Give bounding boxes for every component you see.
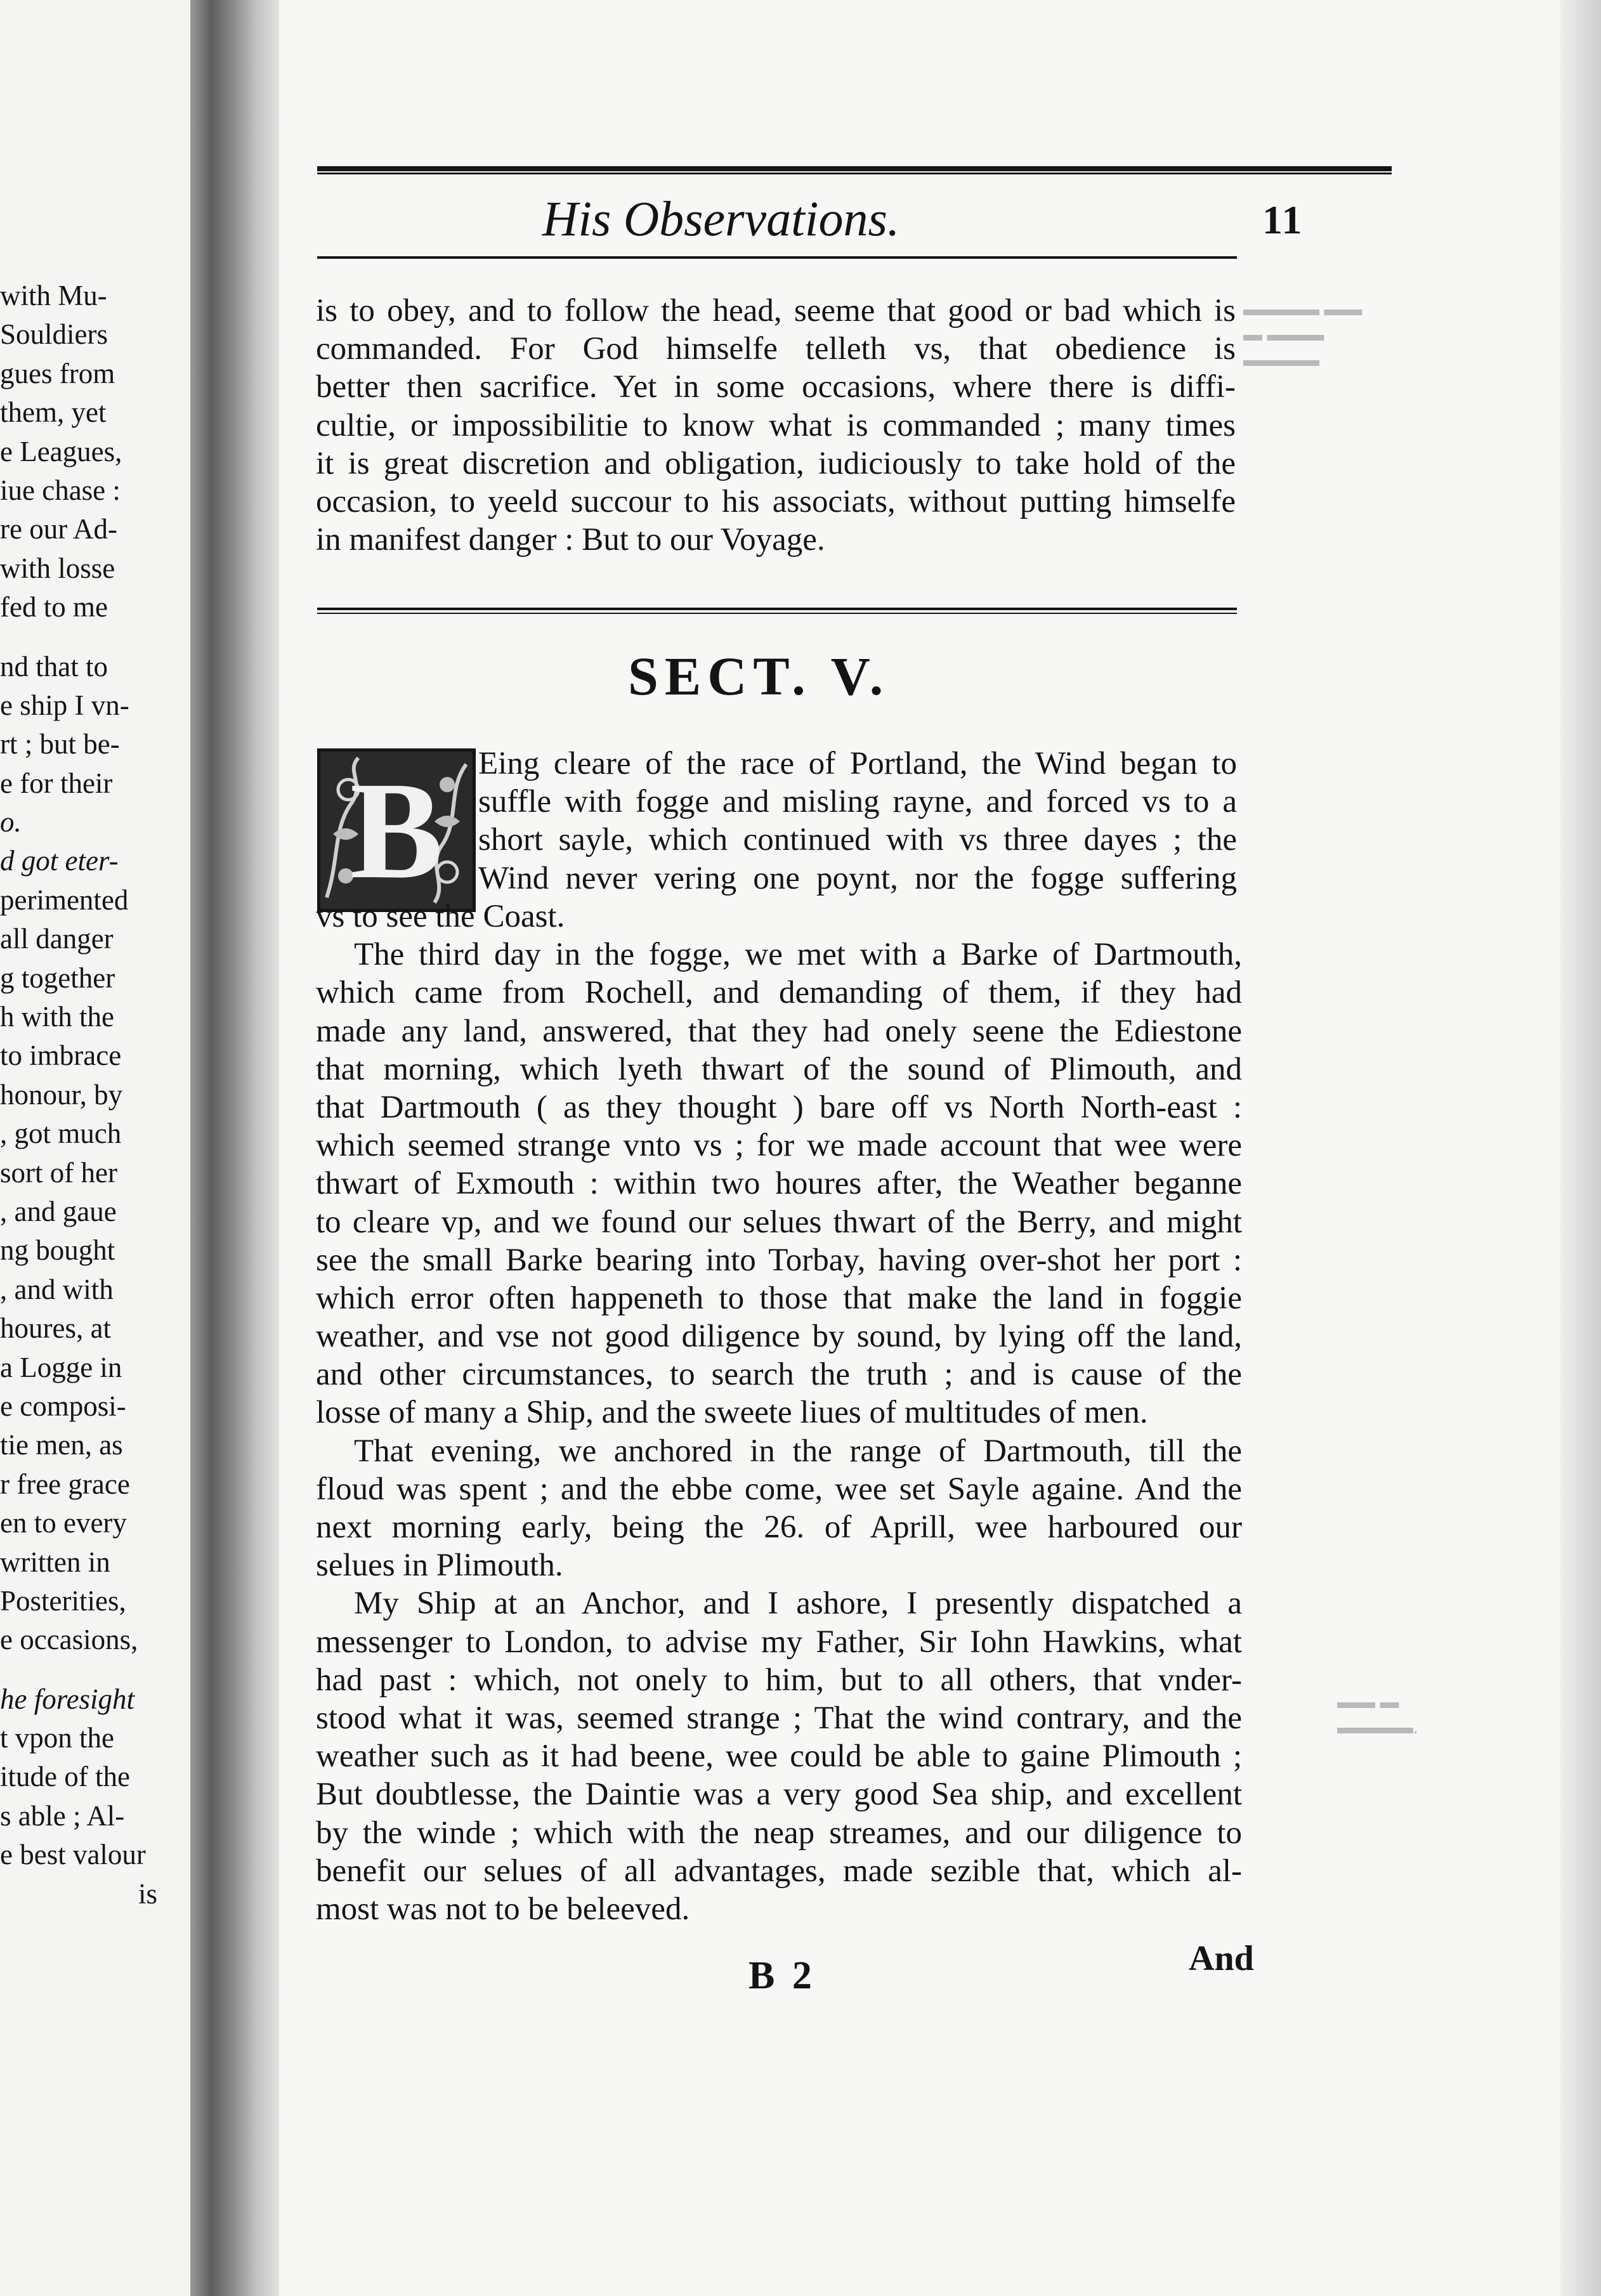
previous-page-line: h with the bbox=[0, 1001, 114, 1033]
previous-page-text bbox=[0, 277, 203, 1914]
body-line: to cleare vp, and we found our selues thwart of the Berry, and might bbox=[316, 1204, 1242, 1240]
previous-page-line: them, yet bbox=[0, 396, 107, 429]
previous-page-line: g together bbox=[0, 962, 115, 994]
previous-page-line: e composi- bbox=[0, 1390, 126, 1422]
body-line: next morning early, being the 26. of Aprill, wee harboured our bbox=[316, 1510, 1242, 1545]
previous-page-line: re our Ad- bbox=[0, 513, 117, 545]
header-top-rule bbox=[317, 166, 1392, 171]
previous-page-line: all danger bbox=[0, 923, 114, 955]
drop-cap-line: short sayle, which continued with vs three dayes ; the bbox=[478, 822, 1237, 858]
intro-line: better then sacrifice. Yet in some occasions, where there is diffi- bbox=[316, 369, 1236, 405]
intro-paragraph bbox=[316, 292, 1236, 559]
previous-page-line: a Logge in bbox=[0, 1351, 122, 1383]
header-bottom-rule bbox=[317, 256, 1237, 259]
previous-page-line: rt ; but be- bbox=[0, 728, 120, 760]
previous-page-line: e best valour bbox=[0, 1839, 146, 1871]
body-line: stood what it was, seemed strange ; That the wind contrary, and the bbox=[316, 1700, 1242, 1736]
previous-page-line: perimented bbox=[0, 884, 129, 916]
body-line: had past : which, not onely to him, but to all others, that vnder- bbox=[316, 1662, 1242, 1698]
previous-page-line: honour, by bbox=[0, 1078, 123, 1111]
drop-cap-paragraph-lines bbox=[478, 745, 1237, 897]
drop-cap-letter: B bbox=[350, 753, 443, 908]
section-heading: SECT. V. bbox=[628, 646, 890, 707]
running-head-title: His Observations. bbox=[542, 191, 900, 246]
previous-page-line: nd that to bbox=[0, 650, 108, 682]
previous-page-line: is bbox=[138, 1877, 157, 1910]
previous-page-line: houres, at bbox=[0, 1312, 111, 1345]
previous-page-fragment bbox=[0, 0, 204, 2296]
previous-page-line: written in bbox=[0, 1546, 110, 1578]
previous-page-line: e Leagues, bbox=[0, 435, 122, 467]
body-line: that Dartmouth ( as they thought ) bare off vs North North-east : bbox=[316, 1089, 1242, 1125]
intro-line: cultie, or impossibilitie to know what is commanded ; many times bbox=[316, 407, 1236, 443]
body-line: by the winde ; which with the neap streames, and our diligence to bbox=[316, 1815, 1242, 1851]
previous-page-line: with Mu- bbox=[0, 280, 107, 311]
body-line: that morning, which lyeth thwart of the sound of Plimouth, and bbox=[316, 1051, 1242, 1087]
body-line: see the small Barke bearing into Torbay, having over-shot her port : bbox=[316, 1242, 1242, 1278]
body-line: and other circumstances, to search the truth ; and is cause of the bbox=[316, 1357, 1242, 1393]
body-line: losse of many a Ship, and the sweete liues of multitudes of men. bbox=[316, 1395, 1148, 1431]
body-line: vs to see the Coast. bbox=[316, 899, 565, 934]
previous-page-line: sort of her bbox=[0, 1156, 117, 1189]
previous-page-line: Souldiers bbox=[0, 318, 108, 351]
intro-line: it is great discretion and obligation, iudiciously to take hold of the bbox=[316, 445, 1236, 481]
previous-page-line bbox=[0, 1660, 203, 1680]
previous-page-line: with losse bbox=[0, 552, 115, 584]
previous-page-line: e occasions, bbox=[0, 1624, 138, 1656]
body-line: weather such as it had beene, wee could be able to gaine Plimouth ; bbox=[316, 1738, 1242, 1775]
body-line: That evening, we anchored in the range of Dartmouth, till the bbox=[354, 1433, 1242, 1469]
previous-page-line: gues from bbox=[0, 357, 115, 389]
body-line: My Ship at an Anchor, and I ashore, I presently dispatched a bbox=[354, 1586, 1242, 1622]
body-line: benefit our selues of all advantages, made sezible that, which al- bbox=[316, 1853, 1242, 1889]
previous-page-line: tie men, as bbox=[0, 1429, 123, 1461]
section-rule-top bbox=[317, 608, 1237, 610]
page-number: 11 bbox=[1262, 197, 1304, 242]
body-line: which came from Rochell, and demanding of them, if they had bbox=[316, 975, 1242, 1011]
body-line: selues in Plimouth. bbox=[316, 1548, 563, 1584]
bleed-through-marks-lower: ▬▬ ▬ ▬▬▬▬. bbox=[1337, 1692, 1418, 1738]
previous-page-line: , and gaue bbox=[0, 1195, 117, 1227]
previous-page-line: r free grace bbox=[0, 1468, 130, 1500]
body-line: most was not to be beleeved. bbox=[316, 1891, 690, 1927]
previous-page-line: , and with bbox=[0, 1273, 114, 1305]
previous-page-line: , got much bbox=[0, 1118, 122, 1150]
previous-page-line: e for their bbox=[0, 767, 113, 799]
drop-cap-line: Wind never vering one poynt, nor the fogge suffering bbox=[478, 860, 1237, 896]
intro-line: in manifest danger : But to our Voyage. bbox=[316, 522, 825, 558]
body-line: messenger to London, to advise my Father, Sir Iohn Hawkins, what bbox=[316, 1624, 1242, 1660]
catchword: And bbox=[1189, 1939, 1254, 1978]
intro-line: occasion, to yeeld succour to his associats, without putting himselfe bbox=[316, 483, 1236, 519]
section-rule-bottom bbox=[317, 613, 1237, 614]
signature-mark: B 2 bbox=[748, 1954, 816, 1997]
drop-cap-line: Eing cleare of the race of Portland, the Wind began to bbox=[478, 746, 1237, 781]
previous-page-line: d got eter- bbox=[0, 845, 119, 877]
body-text bbox=[316, 897, 1242, 1928]
previous-page-line: en to every bbox=[0, 1507, 127, 1539]
intro-line: is to obey, and to follow the head, seeme that good or bad which is bbox=[316, 293, 1236, 329]
previous-page-line: e ship I vn- bbox=[0, 689, 129, 721]
book-gutter-shadow bbox=[190, 0, 285, 2296]
body-line: weather, and vse not good diligence by sound, by lying off the land, bbox=[316, 1319, 1242, 1355]
previous-page-line: o. bbox=[0, 806, 22, 838]
bleed-through-marks: ▬▬▬▬ ▬▬ ▬ ▬▬▬ ▬▬▬▬ bbox=[1243, 299, 1362, 370]
intro-line: commanded. For God himselfe telleth vs, that obedience is bbox=[316, 331, 1236, 367]
body-line: floud was spent ; and the ebbe come, wee set Sayle againe. And the bbox=[316, 1471, 1242, 1507]
body-line: thwart of Exmouth : within two houres after, the Weather beganne bbox=[316, 1166, 1242, 1202]
body-line: The third day in the fogge, we met with a Barke of Dartmouth, bbox=[354, 937, 1242, 973]
previous-page-line: fed to me bbox=[0, 591, 108, 623]
header-top-rule-thin bbox=[317, 173, 1392, 174]
previous-page-line: iue chase : bbox=[0, 474, 121, 506]
body-line: which error often happeneth to those that make the land in foggie bbox=[316, 1280, 1242, 1316]
previous-page-line: t vpon the bbox=[0, 1722, 114, 1754]
previous-page-line: ng bought bbox=[0, 1234, 115, 1267]
body-line: which seemed strange vnto vs ; for we made account that wee were bbox=[316, 1128, 1242, 1164]
drop-cap-line: suffle with fogge and misling rayne, and forced vs to a bbox=[478, 784, 1237, 820]
previous-page-line: he foresight bbox=[0, 1683, 135, 1715]
drop-cap-ornament bbox=[317, 748, 476, 912]
page-edge-shadow bbox=[1560, 0, 1601, 2296]
body-line: made any land, answered, that they had onely seene the Ediestone bbox=[316, 1013, 1242, 1049]
previous-page-line: Posterities, bbox=[0, 1584, 126, 1617]
previous-page-line: to imbrace bbox=[0, 1040, 122, 1072]
previous-page-line: s able ; Al- bbox=[0, 1799, 125, 1832]
body-line: But doubtlesse, the Daintie was a very good Sea ship, and excellent bbox=[316, 1777, 1242, 1813]
previous-page-line bbox=[0, 627, 203, 648]
previous-page-line: itude of the bbox=[0, 1761, 130, 1793]
